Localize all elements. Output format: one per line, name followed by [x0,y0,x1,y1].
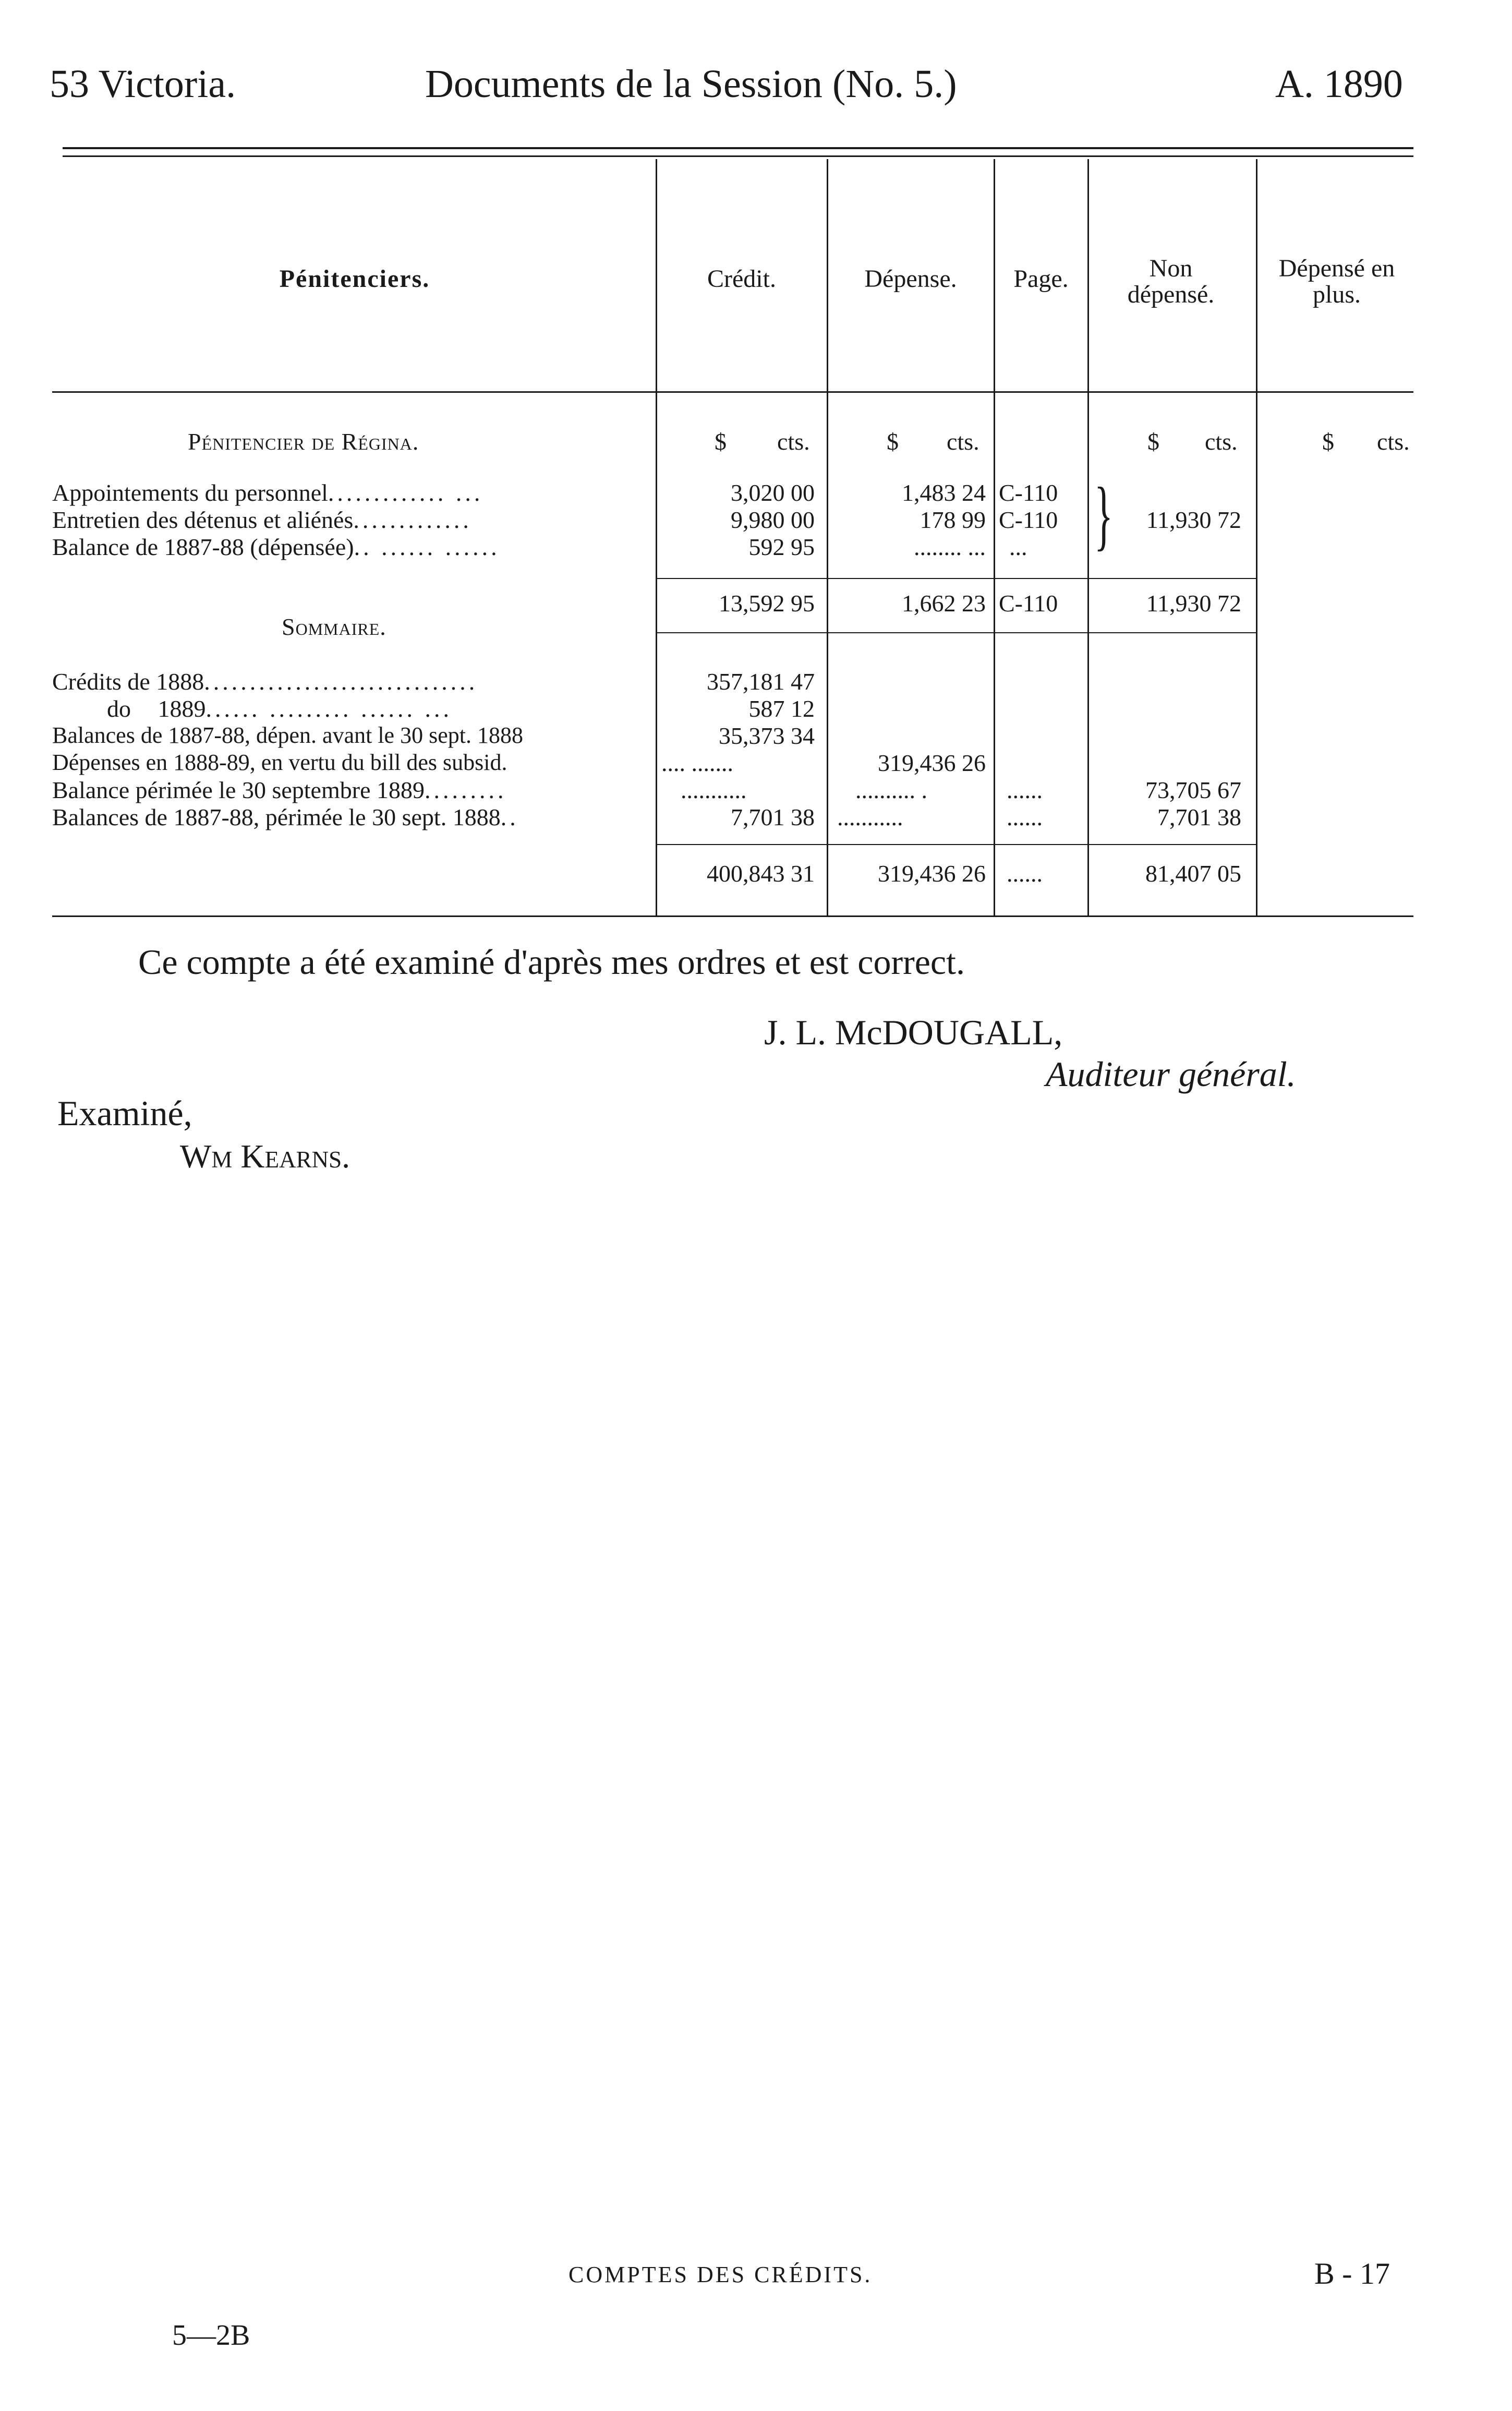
row-label: Balances de 1887-88, dépen. avant le 30 sept. 1888 [52,722,523,748]
row-depense: ........ ... [914,534,986,560]
column-header-non-depense: Non dépensé. [1127,255,1215,309]
footer-signature-mark: 5—2B [172,2319,250,2352]
grouping-brace: } [1094,472,1113,558]
column-header-credit: Crédit. [707,265,776,293]
currency-non-depense: $ [1147,428,1159,455]
row-label: Balances de 1887-88, périmée le 30 sept. 1888 [52,804,501,830]
row-non-depense: 7,701 38 [1157,804,1241,830]
row-label: Crédits de 1888 [52,668,204,695]
row-credit: 9,980 00 [731,507,815,533]
group-non-depense: 11,930 72 [1146,507,1241,533]
col-divider [1087,159,1089,915]
row-label: Balance périmée le 30 septembre 1889 [52,777,425,803]
examined-label: Examiné, [57,1093,192,1133]
footer-page-number: B - 17 [1314,2257,1390,2291]
row-depense: .......... . [855,777,927,803]
summary-rule [657,632,1256,633]
table-bottom-rule [52,915,1413,917]
row-page: ... [1009,534,1027,560]
row-credit: 587 12 [748,695,815,722]
leader-dots: .............................. [204,668,478,695]
currency-depense: $ [887,428,899,455]
row-page: ...... [1007,777,1043,803]
row-credit: 592 95 [748,534,815,560]
signature-name: J. L. McDOUGALL, [764,1012,1063,1052]
row-page: ...... [1007,804,1043,830]
grand-total-rule [657,844,1256,845]
header-bottom-rule [52,391,1413,393]
leader-dots: ............. ... [328,479,483,506]
header-document-title: Documents de la Session (No. 5.) [425,62,957,106]
row-non-depense: 73,705 67 [1145,777,1241,803]
subtotal-depense: 1,662 23 [902,590,986,617]
header-volume: 53 Victoria. [50,62,236,106]
subtotal-non-depense: 11,930 72 [1146,590,1241,617]
row-depense: 319,436 26 [878,750,986,776]
row-label: Appointements du personnel [52,479,328,506]
row-depense: 1,483 24 [902,479,986,506]
leader-dots: ......... [425,777,507,803]
currency-depense-plus: $ [1322,428,1334,455]
section-title-regina: Pénitencier de Régina. [188,428,419,455]
row-label: Balance de 1887-88 (dépensée) [52,534,354,560]
column-header-depense-en-plus: Dépensé en plus. [1278,255,1395,309]
row-depense: ........... [837,804,903,830]
header-year: A. 1890 [1275,62,1403,106]
grand-total-non-depense: 81,407 05 [1145,860,1241,887]
col-divider [656,159,657,915]
summary-title: Sommaire. [282,613,386,640]
row-credit: 7,701 38 [731,804,815,830]
cents-depense: cts. [947,428,979,455]
cents-depense-plus: cts. [1377,428,1410,455]
currency-credit: $ [715,428,727,455]
cents-non-depense: cts. [1205,428,1238,455]
leader-dots: .. ...... ...... [354,534,500,560]
grand-total-credit: 400,843 31 [707,860,815,887]
col-divider [827,159,828,915]
subtotal-credit: 13,592 95 [719,590,815,617]
row-label: Entretien des détenus et aliénés [52,507,354,533]
header-double-rule-bottom [63,155,1413,157]
row-label: Dépenses en 1888-89, en vertu du bill des subsid. [52,750,507,775]
row-credit: 3,020 00 [731,479,815,506]
examiner-name: Wm Kearns. [180,1138,350,1175]
subtotal-page: C-110 [999,590,1058,617]
col-divider [1256,159,1257,915]
leader-dots: .. [500,804,519,830]
row-label: do 1889 [107,695,206,722]
grand-total-page: ...... [1007,860,1043,887]
header-double-rule-top [63,147,1413,149]
row-credit: 35,373 34 [719,722,815,749]
subtotal-rule [657,578,1256,579]
col-divider [994,159,995,915]
row-page: C-110 [999,479,1058,506]
column-header-page: Page. [1013,265,1069,293]
grand-total-depense: 319,436 26 [878,860,986,887]
footer-title: COMPTES DES CRÉDITS. [568,2262,873,2287]
row-depense: 178 99 [920,507,986,533]
column-header-depense: Dépense. [864,265,957,293]
attestation-text: Ce compte a été examiné d'après mes ordres et est correct. [138,942,965,982]
leader-dots: ...... ......... ...... ... [205,695,452,722]
row-page: C-110 [999,507,1058,533]
row-credit: .... ....... [661,750,733,776]
cents-credit: cts. [777,428,810,455]
row-credit: 357,181 47 [707,668,815,695]
column-header-penitenciers: Pénitenciers. [279,265,430,293]
signature-title: Auditeur général. [1046,1054,1296,1094]
row-credit: ........... [681,777,747,803]
leader-dots: ............. [353,507,472,533]
